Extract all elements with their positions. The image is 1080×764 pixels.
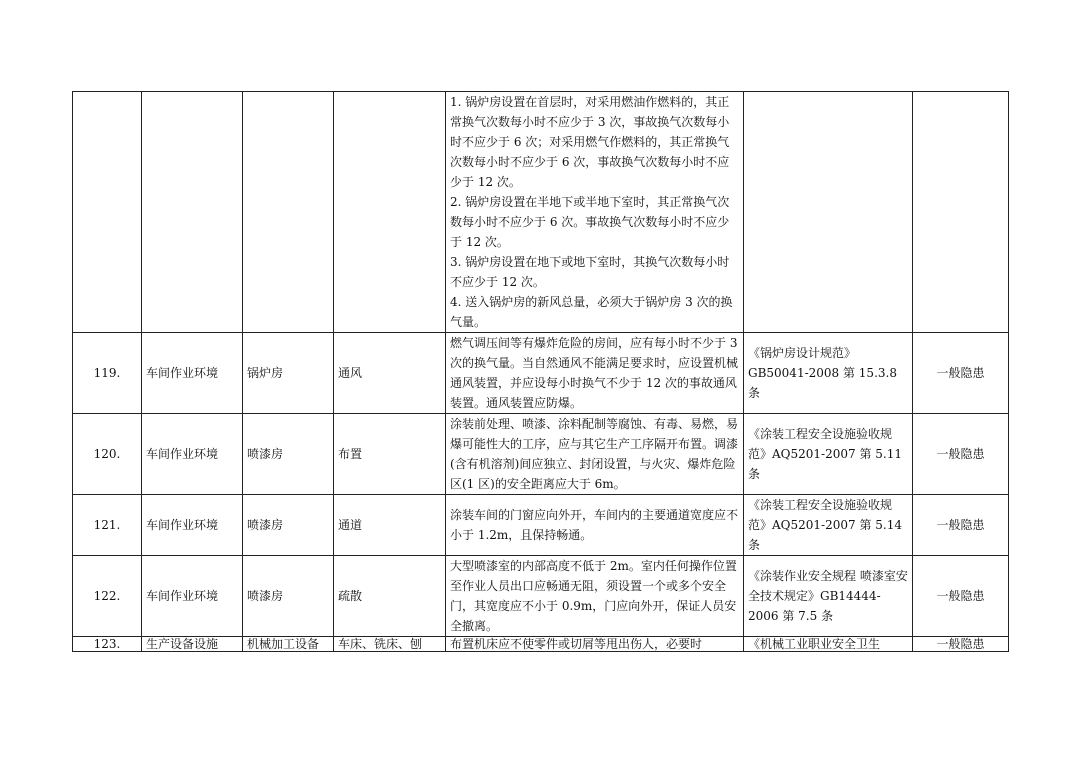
- basis-cell: 《锅炉房设计规范》GB50041-2008 第 15.3.8 条: [744, 333, 913, 414]
- level-cell: 一般隐患: [913, 495, 1009, 556]
- row-number: 123.: [73, 637, 142, 652]
- table-row: [73, 333, 1009, 414]
- row-number: 122.: [73, 556, 142, 637]
- row-number: 120.: [73, 414, 142, 495]
- basis-cell: [744, 92, 913, 333]
- requirement-line: 涂装车间的门窗应向外开，车间内的主要通道宽度应不小于 1.2m，且保持畅通。: [450, 508, 739, 542]
- location-cell: 喷漆房: [243, 556, 334, 637]
- requirement-line: 2. 锅炉房设置在半地下或半地下室时，其正常换气次数每小时不应少于 6 次。事故换气次数每小时不应少于 12 次。: [450, 195, 730, 249]
- requirements-cell: [446, 556, 744, 637]
- category-cell: 车间作业环境: [142, 333, 243, 414]
- location-cell: 锅炉房: [243, 333, 334, 414]
- item-cell: [334, 92, 446, 333]
- table-row: [73, 495, 1009, 556]
- item-cell: 车床、铣床、刨: [334, 637, 446, 652]
- category-cell: 车间作业环境: [142, 495, 243, 556]
- requirement-line: 4. 送入锅炉房的新风总量，必须大于锅炉房 3 次的换气量。: [450, 295, 733, 329]
- category-cell: 车间作业环境: [142, 414, 243, 495]
- table-row: [73, 556, 1009, 637]
- row-number: 121.: [73, 495, 142, 556]
- basis-cell: 《机械工业职业安全卫生: [744, 637, 913, 652]
- table-row: [73, 414, 1009, 495]
- category-cell: 车间作业环境: [142, 556, 243, 637]
- item-cell: 布置: [334, 414, 446, 495]
- requirement-line: 涂装前处理、喷漆、涂料配制等腐蚀、有毒、易燃，易爆可能性大的工序，应与其它生产工序隔开布置。调漆(含有机溶剂)间应独立、封闭设置，与火灾、爆炸危险区(1 区)的安全距离应大于 6m。: [450, 417, 739, 491]
- row-number: 119.: [73, 333, 142, 414]
- table-row: [73, 637, 1009, 652]
- level-cell: 一般隐患: [913, 637, 1009, 652]
- requirement-line: 3. 锅炉房设置在地下或地下室时，其换气次数每小时不应少于 12 次。: [450, 255, 730, 289]
- location-cell: [243, 92, 334, 333]
- requirement-line: 大型喷漆室的内部高度不低于 2m。室内任何操作位置至作业人员出口应畅通无阻，须设置一个或多个安全门，其宽度应不小于 0.9m，门应向外开，保证人员安全撤离。: [450, 559, 737, 633]
- requirements-cell: [446, 333, 744, 414]
- location-cell: 喷漆房: [243, 495, 334, 556]
- requirement-line: 燃气调压间等有爆炸危险的房间，应有每小时不少于 3 次的换气量。当自然通风不能满足要求时，应设置机械通风装置，并应设每小时换气不少于 12 次的事故通风装置。通风装置应防爆。: [450, 336, 739, 410]
- level-cell: 一般隐患: [913, 333, 1009, 414]
- requirements-cell: [446, 92, 744, 333]
- basis-cell: 《涂装工程安全设施验收规范》AQ5201-2007 第 5.11 条: [744, 414, 913, 495]
- category-cell: 生产设备设施: [142, 637, 243, 652]
- requirements-cell: [446, 495, 744, 556]
- location-cell: 机械加工设备: [243, 637, 334, 652]
- requirement-line: 布置机床应不使零件或切屑等甩出伤人，必要时: [450, 637, 703, 651]
- row-number: [73, 92, 142, 333]
- requirements-cell: [446, 414, 744, 495]
- level-cell: [913, 92, 1009, 333]
- hazard-table: [72, 91, 1009, 652]
- level-cell: 一般隐患: [913, 414, 1009, 495]
- basis-cell: 《涂装工程安全设施验收规范》AQ5201-2007 第 5.14 条: [744, 495, 913, 556]
- location-cell: 喷漆房: [243, 414, 334, 495]
- item-cell: 疏散: [334, 556, 446, 637]
- level-cell: 一般隐患: [913, 556, 1009, 637]
- category-cell: [142, 92, 243, 333]
- table-row: [73, 92, 1009, 333]
- item-cell: 通道: [334, 495, 446, 556]
- basis-cell: 《涂装作业安全规程 喷漆室安全技术规定》GB14444-2006 第 7.5 条: [744, 556, 913, 637]
- item-cell: 通风: [334, 333, 446, 414]
- requirement-line: 1. 锅炉房设置在首层时，对采用燃油作燃料的，其正常换气次数每小时不应少于 3 次，事故换气次数每小时不应少于 6 次；对采用燃气作燃料的，其正常换气次数每小时不应少于 6 次，事故换气次数每小时不应少于 12 次。: [450, 95, 730, 189]
- requirements-cell: [446, 637, 744, 652]
